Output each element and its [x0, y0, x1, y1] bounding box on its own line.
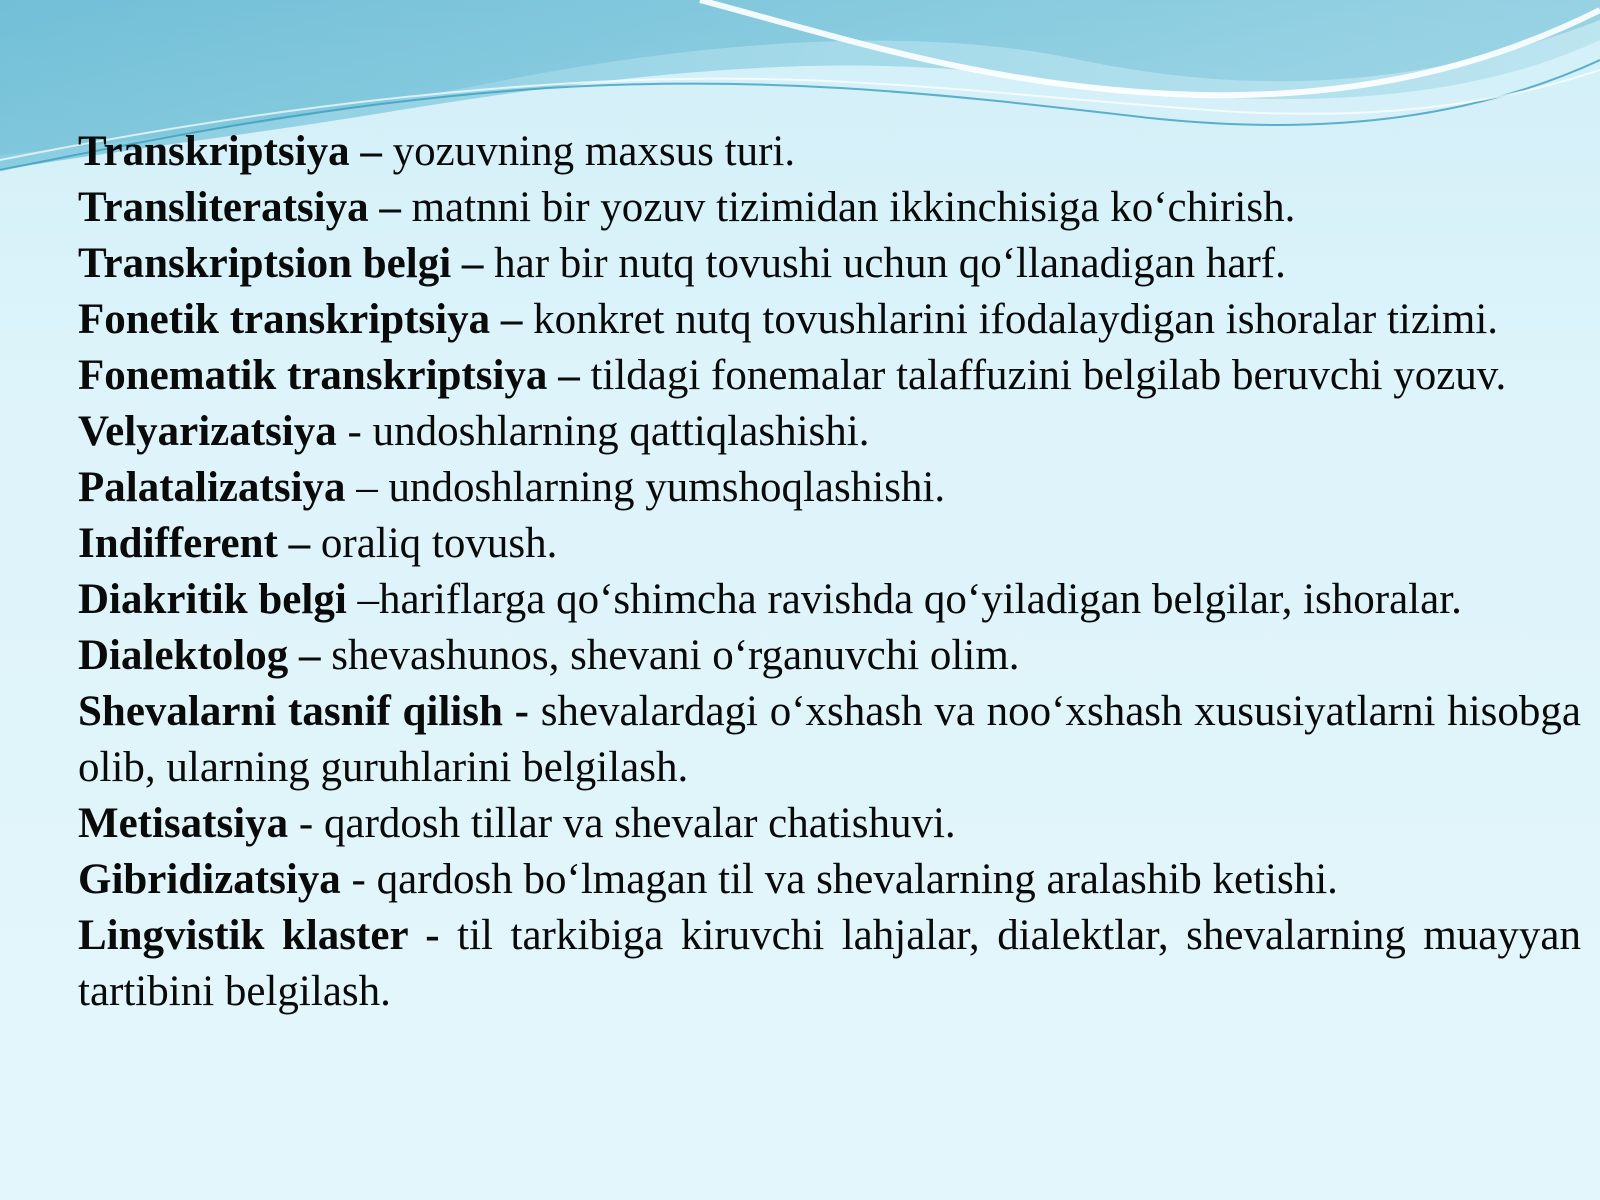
glossary-term: Transkriptsiya	[78, 128, 350, 175]
glossary-separator: –	[490, 296, 534, 343]
glossary-term: Indifferent	[78, 520, 278, 567]
glossary-separator: -	[407, 912, 458, 959]
glossary-definition: konkret nutq tovushlarini ifodalaydigan ishoralar tizimi.	[533, 296, 1499, 343]
glossary-term: Metisatsiya	[78, 800, 289, 847]
glossary-definition: qardosh boʻlmagan til va shevalarning aralashib ketishi.	[376, 856, 1338, 903]
glossary-definition: undoshlarning yumshoqlashishi.	[388, 464, 946, 511]
glossary-term: Transkriptsion belgi	[78, 240, 452, 287]
glossary-entry	[78, 796, 1581, 852]
glossary-definition: shevashunos, shevani oʻrganuvchi olim.	[331, 632, 1020, 679]
glossary-definition: undoshlarning qattiqlashishi.	[372, 408, 870, 455]
glossary-separator: –	[277, 520, 321, 567]
glossary-entry	[78, 180, 1581, 236]
glossary-entry	[78, 628, 1581, 684]
glossary-definition: hariflarga qoʻshimcha ravishda qoʻyiladigan belgilar, ishoralar.	[379, 576, 1462, 623]
glossary-entry	[78, 292, 1581, 348]
glossary-definition: oraliq tovush.	[320, 520, 558, 567]
glossary-definition: yozuvning maxsus turi.	[392, 128, 796, 175]
glossary-entry	[78, 236, 1581, 292]
glossary-separator: –	[349, 128, 393, 175]
glossary-separator: –	[451, 240, 495, 287]
glossary-entry	[78, 852, 1581, 908]
glossary-separator: –	[345, 464, 389, 511]
glossary-entry	[78, 572, 1581, 628]
glossary-term: Lingvistik klaster	[78, 912, 408, 959]
glossary-definition: matnni bir yozuv tizimidan ikkinchisiga koʻchirish.	[411, 184, 1296, 231]
glossary-term: Gibridizatsiya	[78, 856, 341, 903]
glossary-term: Palatalizatsiya	[78, 464, 346, 511]
glossary-separator: -	[288, 800, 324, 847]
glossary-list	[78, 124, 1581, 1020]
glossary-entry	[78, 348, 1581, 404]
glossary-entry	[78, 908, 1581, 1020]
glossary-definition: tildagi fonemalar talaffuzini belgilab beruvchi yozuv.	[590, 352, 1507, 399]
glossary-entry	[78, 124, 1581, 180]
glossary-term: Dialektolog	[78, 632, 289, 679]
glossary-separator: –	[288, 632, 332, 679]
glossary-separator: -	[336, 408, 373, 455]
glossary-entry	[78, 460, 1581, 516]
glossary-term: Fonematik transkriptsiya	[78, 352, 548, 399]
glossary-entry	[78, 684, 1581, 796]
glossary-term: Diakritik belgi	[78, 576, 347, 623]
glossary-entry	[78, 516, 1581, 572]
glossary-term: Shevalarni tasnif qilish	[78, 688, 503, 735]
glossary-definition: qardosh tillar va shevalar chatishuvi.	[324, 800, 956, 847]
glossary-definition: til tarkibiga kiruvchi lahjalar, dialektlar, shevalarning muayyan tartibini belgilash.	[78, 912, 1581, 1015]
glossary-separator: -	[502, 688, 541, 735]
glossary-term: Velyarizatsiya	[78, 408, 337, 455]
glossary-separator: –	[547, 352, 591, 399]
glossary-separator: -	[340, 856, 377, 903]
glossary-definition: shevalardagi oʻxshash va nooʻxshash xususiyatlarni hisobga olib, ularning guruhlarini belgilash.	[78, 688, 1581, 791]
glossary-definition: har bir nutq tovushi uchun qoʻllanadigan harf.	[494, 240, 1286, 287]
glossary-separator: –	[346, 576, 380, 623]
glossary-term: Transliteratsiya	[78, 184, 369, 231]
glossary-term: Fonetik transkriptsiya	[78, 296, 491, 343]
glossary-entry	[78, 404, 1581, 460]
glossary-separator: –	[368, 184, 412, 231]
